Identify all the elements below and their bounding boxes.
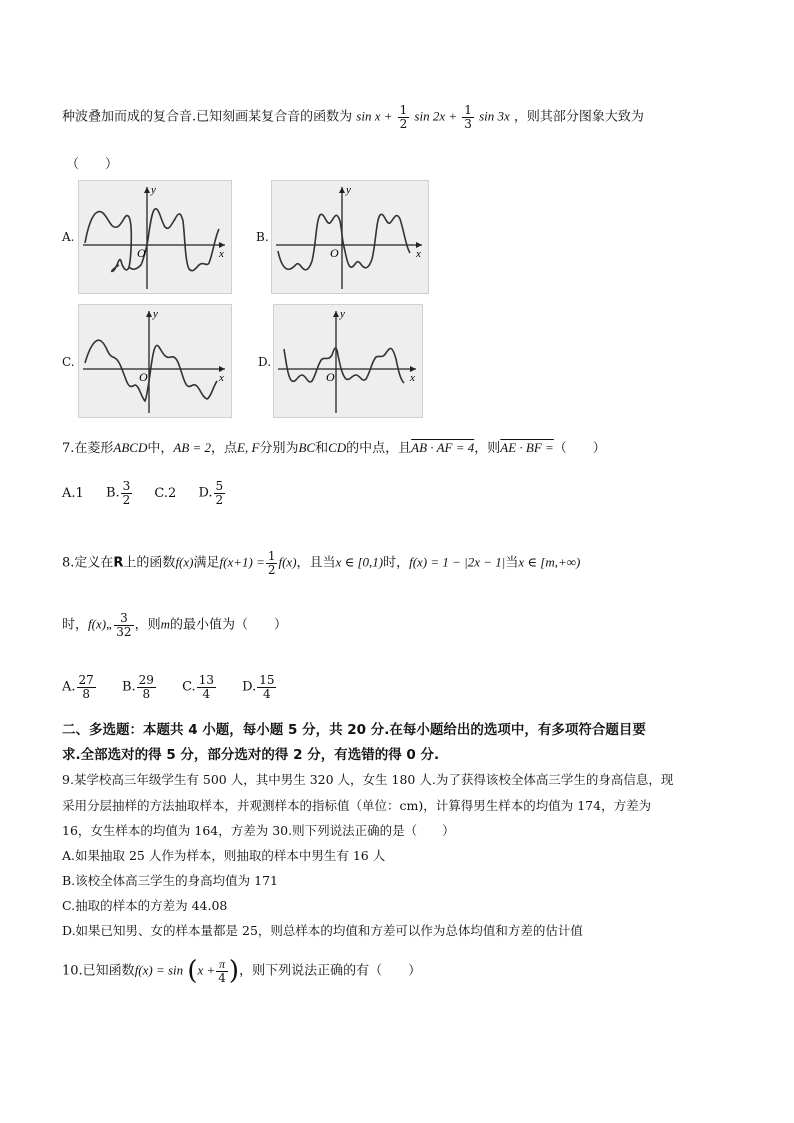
q6-frac-1: $\frac{1}{2}$: [399, 103, 408, 131]
q8-text-d: ，且当: [296, 555, 336, 571]
q8-option-c-label: C.: [182, 679, 196, 695]
q6-stem: [62, 104, 644, 130]
q8-option-c-frac: $\frac{13}{4}$: [198, 673, 214, 701]
q9-option-a: A.如果抽取 25 人作为样本，则抽取的样本中男生有 16 人: [62, 848, 386, 863]
q6-option-d-label: D.: [258, 355, 272, 369]
q8-cond2: x ∈ [m,+∞): [518, 554, 581, 570]
section2-heading-line1: 二、多选题：本题共 4 小题，每小题 5 分，共 20 分.在每小题给出的选项中，有多项符合题目要: [62, 722, 646, 738]
q7-option-c: C.2: [154, 485, 177, 501]
q8-eq-frac: $\frac{1}{2}$: [267, 549, 276, 577]
q6-option-a-label: A.: [62, 230, 75, 244]
q8-text-b: 上的函数: [123, 555, 176, 571]
q10-right-paren: ): [228, 956, 240, 986]
q6-graph-a: [78, 180, 232, 294]
q7-option-b-label: B.: [105, 485, 120, 501]
q6-graph-b-origin: O: [330, 246, 339, 260]
q8-stem-line2: [62, 612, 287, 638]
q6-graph-d: [273, 304, 423, 418]
q7-text-d: 分别为: [259, 441, 299, 456]
q7-option-d-label: D.: [198, 485, 213, 501]
q10-text-b: ，则下列说法正确的有（ ）: [239, 963, 422, 979]
q8-def: f(x) = 1 − |2x − 1|: [409, 554, 506, 570]
q7-text-e: 和: [315, 441, 329, 456]
q6-intro-a: 种波叠加而成的复合音.已知刻画某复合音的函数为: [62, 109, 353, 125]
q7-stem: [62, 437, 606, 456]
q8-ineq: f(x)„: [88, 616, 114, 632]
q8-option-a-label: A.: [62, 679, 76, 695]
q6-graph-c-y: y: [153, 308, 158, 320]
q9-option-c: C.抽取的样本的方差为 44.08: [62, 898, 228, 913]
q7-text-c: ，点: [211, 441, 238, 456]
q6-func-part-2: sin 2x +: [414, 108, 458, 124]
q8-text-a: 8.定义在: [62, 555, 114, 571]
q8-options: [62, 674, 277, 700]
q10-text-a: 10.已知函数: [62, 963, 135, 979]
q7-paren: （ ）: [553, 441, 606, 456]
q8-line2-b: ，则: [134, 617, 161, 633]
q7-text-a: 7.在菱形: [62, 441, 114, 456]
q6-graph-b: [271, 180, 429, 294]
q6-graph-d-x: x: [410, 372, 415, 384]
q8-eq-right: f(x): [278, 554, 297, 570]
q7-option-b-frac: $\frac{3}{2}$: [122, 479, 131, 507]
q6-answer-paren: （ ）: [66, 157, 119, 172]
q8-text-c: 满足: [193, 555, 220, 571]
q8-line2-c: 的最小值为（ ）: [169, 617, 287, 633]
q6-option-b-label: B.: [256, 230, 269, 244]
q8-text-e: 时，: [383, 555, 410, 571]
q6-func-part-3: sin 3x: [479, 108, 510, 124]
q6-frac-2: $\frac{1}{3}$: [464, 103, 472, 131]
q6-graph-c-origin: O: [139, 370, 148, 384]
q9-stem-line1: 9.某学校高三年级学生有 500 人，其中男生 320 人，女生 180 人.为了获得该校全体高三学生的身高信息，现: [62, 772, 674, 787]
q9-option-b: B.该校全体高三学生的身高均值为 171: [62, 873, 278, 888]
q8-text-f: 当: [505, 555, 519, 571]
q8-option-d-frac: $\frac{15}{4}$: [259, 673, 275, 701]
q7-ab-eq: AB = 2: [173, 440, 212, 455]
q6-graph-c: [78, 304, 232, 418]
q7-bc: BC: [298, 440, 316, 455]
q6-graph-c-x: x: [219, 372, 224, 384]
q6-graph-a-origin: O: [137, 246, 146, 260]
q10-fx: f(x) = sin: [134, 962, 184, 978]
q7-option-a: A.1: [62, 485, 84, 501]
q8-stem-line1: [62, 550, 580, 576]
q6-graph-a-y: y: [151, 184, 156, 196]
q7-options: [62, 480, 226, 506]
q6-graph-a-x: x: [219, 248, 224, 260]
q7-cd: CD: [328, 440, 347, 455]
q6-func-part-1: sin x +: [356, 108, 393, 124]
q8-option-b-frac: $\frac{29}{8}$: [138, 673, 154, 701]
q8-eq-left: f(x+1) =: [219, 554, 265, 570]
q7-dot2: AE · BF =: [500, 440, 554, 455]
q6-graph-b-y: y: [346, 184, 351, 196]
q8-m: m: [160, 616, 170, 632]
section2-heading-line2: 求.全部选对的得 5 分，部分选对的得 2 分，有选错的得 0 分.: [62, 747, 440, 763]
q6-graph-d-y: y: [340, 308, 345, 320]
q8-option-b-label: B.: [121, 679, 136, 695]
q8-option-d-label: D.: [242, 679, 257, 695]
q7-abcd: ABCD: [113, 440, 148, 455]
q8-fx: f(x): [175, 554, 194, 570]
q7-text-f: 的中点，且: [346, 441, 412, 456]
q6-graph-b-x: x: [416, 248, 421, 260]
q7-dot1: AB · AF = 4: [411, 440, 475, 455]
q7-ef: E, F: [237, 440, 260, 455]
q7-option-d-frac: $\frac{5}{2}$: [215, 479, 224, 507]
q8-cond: x ∈ [0,1): [335, 554, 384, 570]
q10-stem: [62, 956, 421, 986]
q10-arg: x +: [197, 962, 216, 978]
q9-stem-line3: 16，女生样本的均值为 164，方差为 30.则下列说法正确的是（ ）: [62, 823, 455, 838]
q8-real-set: R: [113, 555, 124, 571]
q6-option-c-label: C.: [62, 355, 75, 369]
q7-text-b: 中，: [147, 441, 174, 456]
q8-line2-a: 时，: [62, 617, 89, 633]
q9-option-d: D.如果已知男、女的样本量都是 25，则总样本的均值和方差可以作为总体均值和方差的估计值: [62, 923, 583, 938]
q8-option-a-frac: $\frac{27}{8}$: [78, 673, 94, 701]
q8-ineq-frac: $\frac{3}{32}$: [116, 611, 132, 639]
q9-stem-line2: 采用分层抽样的方法抽取样本，并观测样本的指标值（单位：cm)，计算得男生样本的均值为 174，方差为: [62, 798, 652, 813]
q7-text-g: ，则: [474, 441, 501, 456]
q6-intro-b: ，则其部分图象大致为: [513, 109, 644, 125]
q10-frac: $\frac{\pi}{4}$: [218, 956, 226, 985]
q6-graph-d-origin: O: [326, 370, 335, 384]
q10-left-paren: (: [187, 956, 198, 986]
